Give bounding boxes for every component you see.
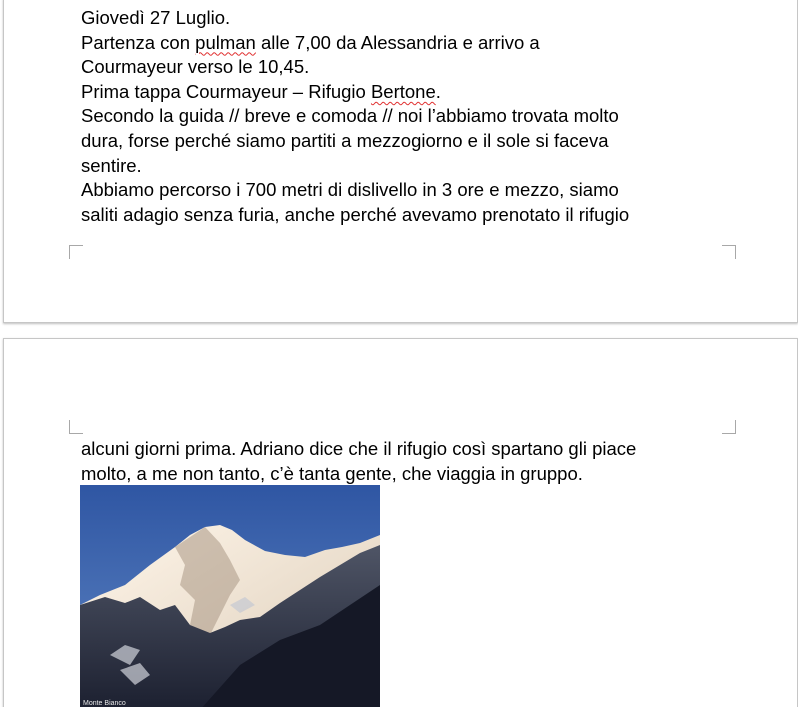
misspelled-word[interactable]: pulman (195, 31, 256, 53)
text-run: Secondo la guida // breve e comoda // noi l’abbiamo trovata molto (81, 105, 619, 127)
text-run: dura, forse perché siamo partiti a mezzogiorno e il sole si faceva (81, 129, 609, 151)
text-line[interactable] (81, 6, 741, 31)
margin-corner-bottom-right (722, 245, 736, 259)
text-line[interactable] (81, 437, 741, 462)
page-2-text[interactable] (81, 437, 741, 486)
text-line[interactable] (81, 178, 741, 203)
text-run: molto, a me non tanto, c’è tanta gente, che viaggia in gruppo. (81, 462, 583, 484)
text-run: alcuni giorni prima. Adriano dice che il rifugio così spartano gli piace (81, 438, 637, 459)
margin-corner-bottom-left (69, 245, 83, 259)
text-line[interactable] (81, 129, 741, 154)
misspelled-word[interactable]: Bertone (370, 80, 436, 102)
text-run: saliti adagio senza furia, anche perché avevamo prenotato il rifugio (81, 203, 630, 225)
text-line[interactable] (81, 80, 741, 105)
document-page-2[interactable] (3, 338, 798, 707)
text-run: sentire. (81, 154, 142, 176)
margin-corner-top-left (69, 420, 83, 434)
document-page-1[interactable] (3, 0, 798, 323)
mountain-photo-graphic (80, 485, 380, 707)
text-run: Abbiamo percorso i 700 metri di dislivello in 3 ore e mezzo, siamo (81, 179, 619, 201)
text-line[interactable] (81, 203, 741, 228)
text-line[interactable] (81, 104, 741, 129)
text-line[interactable] (81, 462, 741, 487)
mountain-photo[interactable] (80, 485, 380, 707)
text-run: Courmayeur verso le 10,45. (81, 56, 310, 78)
text-run: Giovedì 27 Luglio. (81, 7, 231, 28)
text-run: . (435, 80, 441, 102)
page-1-text[interactable] (81, 6, 741, 227)
photo-caption: Monte Bianco (83, 700, 126, 707)
text-line[interactable] (81, 154, 741, 179)
text-run: Prima tappa Courmayeur – Rifugio (81, 80, 371, 102)
text-line[interactable] (81, 31, 741, 56)
text-run: Partenza con (81, 31, 196, 53)
text-run: alle 7,00 da Alessandria e arrivo a (255, 31, 540, 53)
text-line[interactable] (81, 55, 741, 80)
margin-corner-top-right (722, 420, 736, 434)
